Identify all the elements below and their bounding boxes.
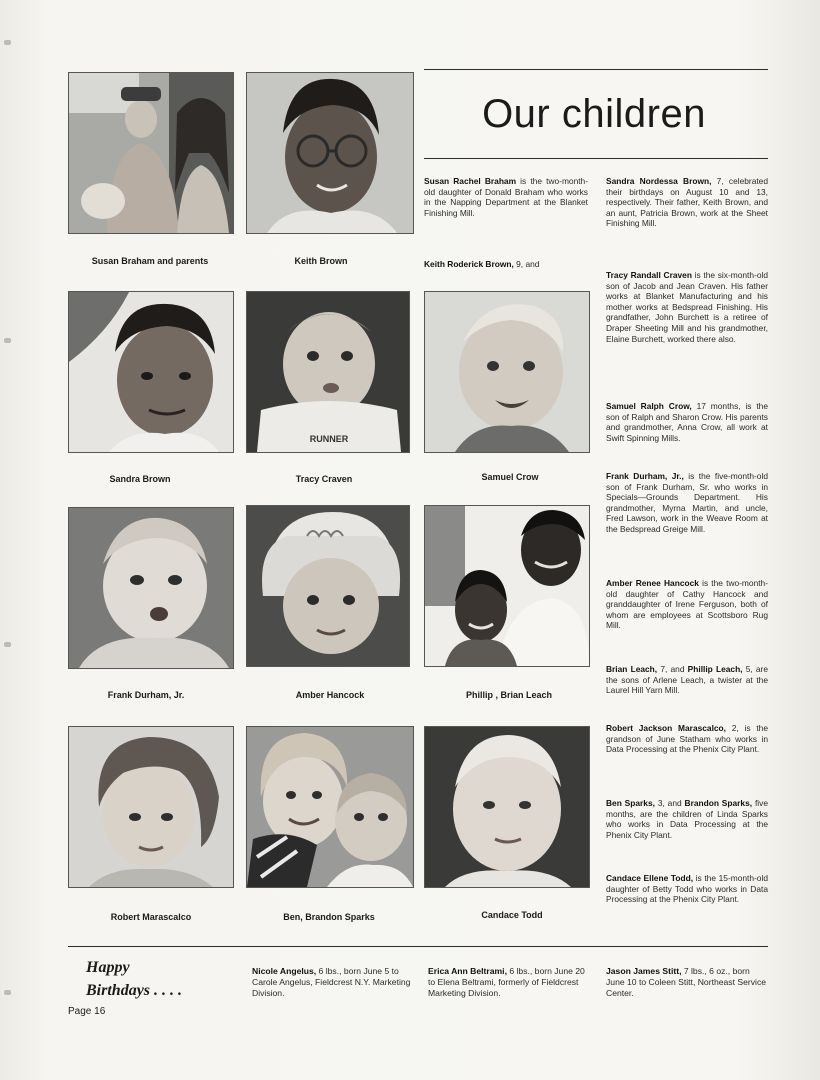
caption-ben-brandon-sparks: Ben, Brandon Sparks [283, 912, 375, 922]
birth-name: Erica Ann Beltrami, [428, 966, 507, 976]
bio-text: 7, and [657, 664, 688, 674]
bio-text: five months, are the children of Linda Sparks who works in Data Processing at the Phenix City Plant. [606, 798, 768, 840]
birth-text: 7 lbs., 6 oz., born June 10 to Coleen Stitt, Northeast Service Center. [606, 966, 767, 998]
bio-name: Keith Roderick Brown, [424, 259, 514, 269]
photo-sandra-brown [68, 291, 234, 453]
bio-text: 3, and [654, 798, 685, 808]
photo-frank-durham [68, 507, 234, 669]
punch-hole-mark [4, 338, 11, 343]
photo-amber-hancock [246, 505, 410, 667]
bio-name: Sandra Nordessa Brown, [606, 176, 712, 186]
birth-announcement [252, 966, 412, 998]
bio-text: 17 months, is the son of Ralph and Sharon Crow. His parents and grandmother, Anna Crow, all work at Swift Spinning Mills. [606, 401, 769, 443]
page-title: Our children [482, 92, 706, 136]
bio-brian-phillip-leach [606, 664, 768, 696]
photo-candace-todd [424, 726, 590, 888]
footer-rule [68, 946, 768, 947]
bio-name: Samuel Ralph Crow, [606, 401, 692, 411]
caption-frank-durham: Frank Durham, Jr. [107, 690, 185, 700]
bio-ben-brandon-sparks [606, 798, 768, 840]
photo-susan-braham-parents [68, 72, 234, 234]
bio-text: is the two-month-old daughter of Cathy Hancock and granddaughter of Irene Ferguson, both of whom are employees at Scottsboro Rug Mill. [606, 578, 769, 631]
caption-phillip-brian-leach: Phillip , Brian Leach [465, 690, 553, 700]
bio-text: is the six-month-old son of Jacob and Jean Craven. His father works at Blanket Manufacturing and his mother works at Bedspread Finishing. His grandfather, John Burchett is a retiree of Draper Sheeting Mill and his grandmother, Elaine Burchett, worked there also. [606, 270, 768, 344]
photo-tracy-craven [246, 291, 410, 453]
bio-name: Candace Ellene Todd, [606, 873, 694, 883]
birth-name: Nicole Angelus, [252, 966, 317, 976]
bio-sandra-brown [606, 176, 768, 229]
bio-text: is the two-month-old daughter of Donald Braham who works in the Napping Department at the Blanket Finishing Mill. [424, 176, 589, 218]
bio-text: is the 15-month-old daughter of Betty Todd who works in Data Processing at the Phenix City Plant. [606, 873, 768, 905]
bio-name: Amber Renee Hancock [606, 578, 699, 588]
page-number: Page 16 [68, 1006, 106, 1017]
photo-phillip-brian-leach [424, 505, 590, 667]
photo-samuel-crow [424, 291, 590, 453]
caption-samuel-crow: Samuel Crow [481, 472, 539, 482]
photo-robert-marascalco [68, 726, 234, 888]
bio-tracy-craven [606, 270, 768, 344]
photo-keith-brown [246, 72, 414, 234]
bio-name: Frank Durham, Jr., [606, 471, 684, 481]
bio-robert-marascalco [606, 723, 768, 755]
caption-susan-braham: Susan Braham and parents [91, 256, 209, 266]
bio-name: Ben Sparks, [606, 798, 655, 808]
caption-robert-marascalco: Robert Marascalco [110, 912, 192, 922]
bio-name: Brian Leach, [606, 664, 658, 674]
bio-susan-braham [424, 176, 588, 218]
bio-name: Robert Jackson Marascalco, [606, 723, 726, 733]
caption-amber-hancock: Amber Hancock [295, 690, 365, 700]
bio-name: Phillip Leach, [687, 664, 743, 674]
punch-hole-mark [4, 40, 11, 45]
birth-name: Jason James Stitt, [606, 966, 682, 976]
bio-text: 5, are the sons of Arlene Leach, a twister at the Laurel Hill Yarn Mill. [606, 664, 768, 696]
bio-name: Susan Rachel Braham [424, 176, 517, 186]
bio-text: 7, celebrated their birthdays on August 10 and 13, respectively. Their father, Keith Brown, and an aunt, Patricia Brown, work at the Sheet Finishing Mill. [606, 176, 768, 229]
caption-keith-brown: Keith Brown [294, 256, 348, 266]
happy-birthdays-line2: Birthdays . . . . [86, 982, 183, 999]
birth-text: 6 lbs., born June 5 to Carole Angelus, Fieldcrest N.Y. Marketing Division. [252, 966, 411, 998]
caption-tracy-craven: Tracy Craven [295, 474, 353, 484]
title-bottom-rule [424, 158, 768, 159]
bio-keith-brown [424, 259, 588, 270]
birth-announcement [606, 966, 768, 998]
happy-birthdays-line1: Happy [86, 959, 130, 976]
punch-hole-mark [4, 642, 11, 647]
bio-samuel-crow [606, 401, 768, 443]
bio-name: Tracy Randall Craven [606, 270, 692, 280]
bio-name: Brandon Sparks, [684, 798, 753, 808]
shirt-print-text: RUNNER [309, 434, 349, 444]
photo-ben-brandon-sparks [246, 726, 414, 888]
happy-birthdays-heading [86, 956, 182, 1002]
bio-text: is the five-month-old son of Frank Durham, Sr. who works in Specials—Grounds Department. His grandmother, Myrna Martin, and uncle, Fred Lawson, work in the Weave Room at the Bedspread Greige Mill. [606, 471, 768, 534]
birth-announcement [428, 966, 590, 998]
bio-amber-hancock [606, 578, 768, 631]
caption-sandra-brown: Sandra Brown [109, 474, 171, 484]
birth-text: 6 lbs., born June 20 to Elena Beltrami, formerly of Fieldcrest Marketing Division. [428, 966, 585, 998]
bio-frank-durham [606, 471, 768, 535]
punch-hole-mark [4, 990, 11, 995]
bio-text: 2, is the grandson of June Statham who works in Data Processing at the Phenix City Plant. [606, 723, 768, 755]
title-top-rule [424, 69, 768, 70]
bio-text: 9, and [513, 259, 540, 269]
caption-candace-todd: Candace Todd [481, 910, 543, 920]
bio-candace-todd [606, 873, 768, 905]
